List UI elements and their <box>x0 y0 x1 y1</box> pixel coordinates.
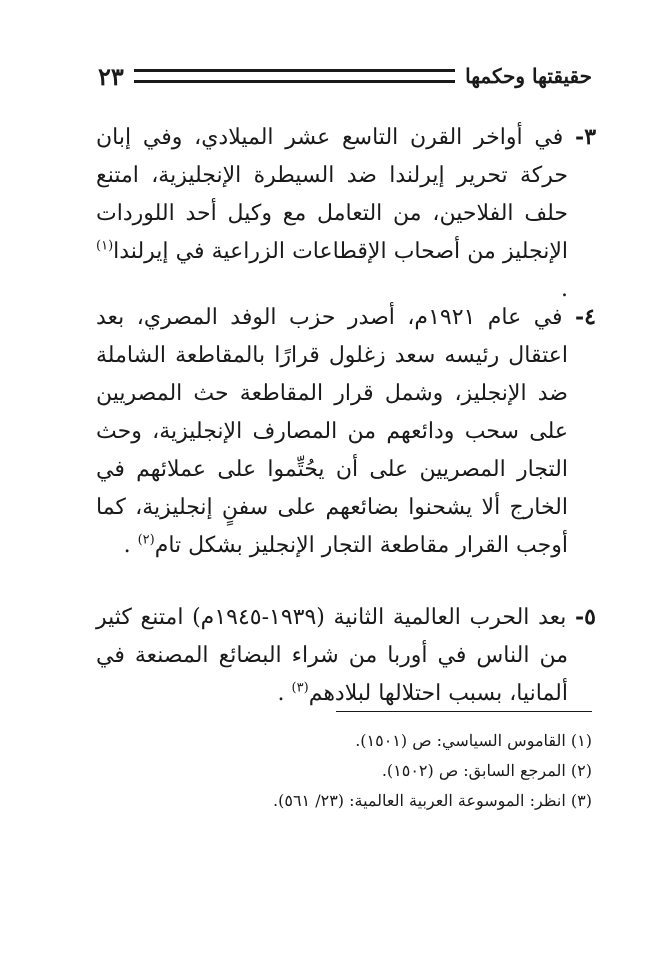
item-number: ٤- <box>575 304 596 330</box>
paragraph-item <box>96 298 596 565</box>
item-number: ٣- <box>575 124 597 150</box>
paragraph-end: . <box>123 533 131 558</box>
page-header <box>98 56 592 96</box>
paragraph-text: بعد الحرب العالمية الثانية (١٩٣٩-١٩٤٥م) امتنع كثير من الناس في أوربا من شراء البضائع المصنعة في ألمانيا، بسبب احتلالها لبلادهم <box>96 605 568 706</box>
footnote-separator <box>336 711 592 712</box>
paragraph-item <box>96 118 596 309</box>
footnotes <box>96 726 592 816</box>
footnote-reference: (١) <box>96 238 114 254</box>
paragraph-text: في عام ١٩٢١م، أصدر حزب الوفد المصري، بعد اعتقال رئيسه سعد زغلول قرارًا بالمقاطعة الشاملة ضد الإنجليز، وشمل قرار المقاطعة حث المصريين على سحب ودائعهم من المصارف الإنجليزية، وحث التجار المصريين على أن يحُتِّموا على عملائهم في الخارج ألا يشحنوا بضائعهم على سفنٍ إنجليزية، كما أوجب القرار مقاطعة التجار الإنجليز بشكل تام <box>96 305 568 558</box>
header-double-rule <box>134 69 455 83</box>
page-number: ٢٣ <box>98 61 124 91</box>
body-paragraph-5 <box>96 598 596 747</box>
paragraph-end: . <box>277 681 285 706</box>
paragraph-item <box>96 598 596 713</box>
footnote-reference: (٣) <box>291 680 309 696</box>
running-title: حقيقتها وحكمها <box>465 64 592 88</box>
body-paragraph-4 <box>96 298 596 599</box>
footnote-item: (٣) انظر: الموسوعة العربية العالمية: (٢٣/ ٥٦١). <box>273 791 592 810</box>
item-number: ٥- <box>575 604 596 630</box>
footnote-item: (١) القاموس السياسي: ص (١٥٠١). <box>355 731 592 750</box>
paragraph-end: . <box>561 277 568 302</box>
footnote-item: (٢) المرجع السابق: ص (١٥٠٢). <box>381 761 592 780</box>
footnote-reference: (٢) <box>137 532 155 548</box>
paragraph-text: في أواخر القرن التاسع عشر الميلادي، وفي إبان حركة تحرير إيرلندا ضد السيطرة الإنجليزية، امتنع حلف الفلاحين، من التعامل مع وكيل أحد اللوردات الإنجليز من أصحاب الإقطاعات الزراعية في إيرلندا <box>96 125 568 264</box>
